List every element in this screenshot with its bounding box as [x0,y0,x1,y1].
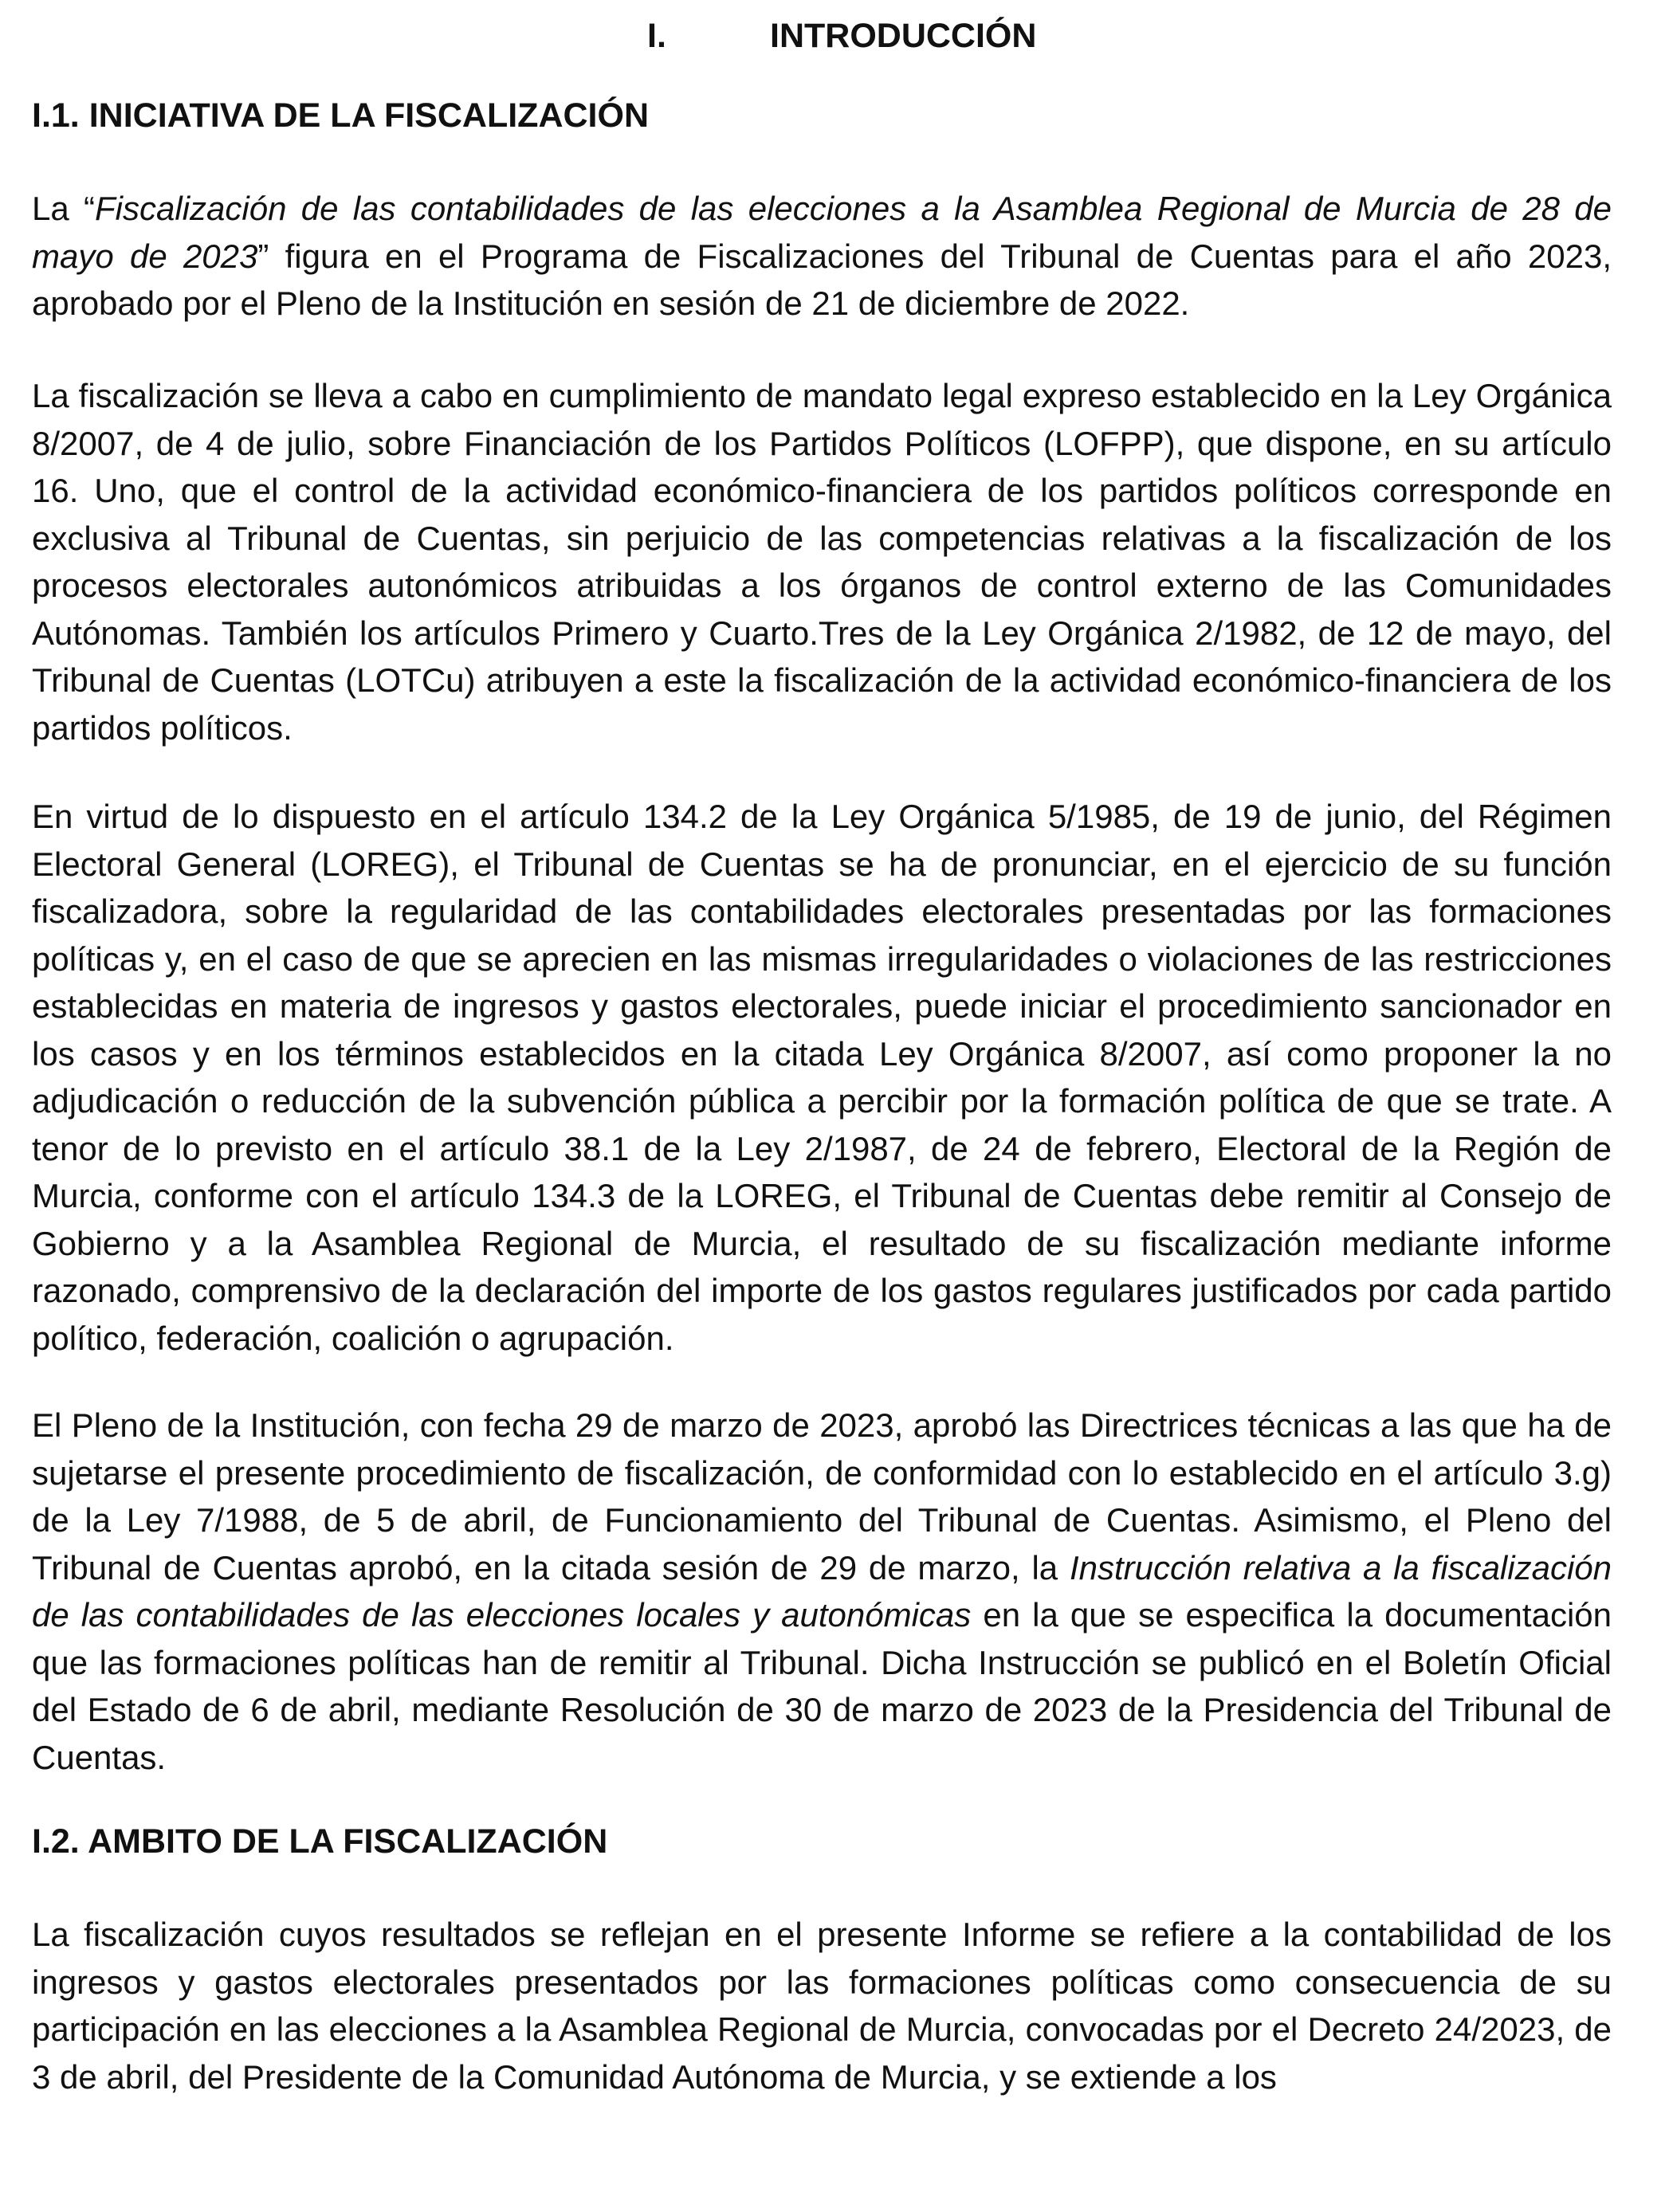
paragraph-programa-start: La “ [32,190,96,227]
paragraph-mandato-legal: La fiscalización se lleva a cabo en cumplimiento de mandato legal expreso establecido en la Ley Orgánica 8/2007, de 4 de julio, sobre Financiación de los Partidos Políticos (LOFPP), que dispone, en su artículo 16. Uno, que el control de la actividad económico-financiera de los partidos políticos corresponde en exclusiva al Tribunal de Cuentas, sin perjuicio de las competencias relativas a la fiscalización de los procesos electorales autonómicos atribuidas a los órganos de control externo de las Comunidades Autónomas. También los artículos Primero y Cuarto.Tres de la Ley Orgánica 2/1982, de 12 de mayo, del Tribunal de Cuentas (LOTCu) atribuyen a este la fiscalización de la actividad económico-financiera de los partidos políticos. [32,377,1612,747]
paragraph-programa-end: ” figura en el Programa de Fiscalizaciones del Tribunal de Cuentas para el año 2023, aprobado por el Pleno de la Institución en sesión de 21 de diciembre de 2022. [32,237,1612,322]
section-heading-ambito: I.2. AMBITO DE LA FISCALIZACIÓN [32,1822,608,1861]
section-heading-iniciativa: I.1. INICIATIVA DE LA FISCALIZACIÓN [32,96,649,135]
report-title-italic: Fiscalización de las contabilidades de las elecciones a la Asamblea Regional de Murcia de 28 de mayo de 2023 [32,190,1612,275]
paragraph-directrices [32,1402,1612,1781]
instruccion-title-italic: Instrucción relativa a la fiscalización de las contabilidades de las elecciones locales y autonómicas [32,1548,1612,1634]
chapter-heading [32,16,1612,56]
paragraph-ambito: La fiscalización cuyos resultados se reflejan en el presente Informe se refiere a la contabilidad de los ingresos y gastos electorales presentados por las formaciones políticas como consecuencia de su participación en las elecciones a la Asamblea Regional de Murcia, convocadas por el Decreto 24/2023, de 3 de abril, del Presidente de la Comunidad Autónoma de Murcia, y se extiende a los [32,1916,1612,2096]
paragraph-programa [32,185,1612,327]
chapter-number: I. [647,17,666,55]
paragraph-directrices-start: El Pleno de la Institución, con fecha 29 de marzo de 2023, aprobó las Directrices técnicas a las que ha de sujetarse el presente procedimiento de fiscalización, de conformidad con lo establecido en el artículo 3.g) de la Ley 7/1988, de 5 de abril, de Funcionamiento del Tribunal de Cuentas. Asimismo, el Pleno del Tribunal de Cuentas aprobó, en la citada sesión de 29 de marzo, la [32,1406,1612,1586]
chapter-title: INTRODUCCIÓN [770,17,1037,55]
paragraph-directrices-end: en la que se especifica la documentación que las formaciones políticas han de remitir al Tribunal. Dicha Instrucción se publicó en el Boletín Oficial del Estado de 6 de abril, mediante Resolución de 30 de marzo de 2023 de la Presidencia del Tribunal de Cuentas. [32,1596,1612,1776]
paragraph-loreg: En virtud de lo dispuesto en el artículo 134.2 de la Ley Orgánica 5/1985, de 19 de junio, del Régimen Electoral General (LOREG), el Tribunal de Cuentas se ha de pronunciar, en el ejercicio de su función fiscalizadora, sobre la regularidad de las contabilidades electorales presentadas por las formaciones políticas y, en el caso de que se aprecien en las mismas irregularidades o violaciones de las restricciones establecidas en materia de ingresos y gastos electorales, puede iniciar el procedimiento sancionador en los casos y en los términos establecidos en la citada Ley Orgánica 8/2007, así como proponer la no adjudicación o reducción de la subvención pública a percibir por la formación política de que se trate. A tenor de lo previsto en el artículo 38.1 de la Ley 2/1987, de 24 de febrero, Electoral de la Región de Murcia, conforme con el artículo 134.3 de la LOREG, el Tribunal de Cuentas debe remitir al Consejo de Gobierno y a la Asamblea Regional de Murcia, el resultado de su fiscalización mediante informe razonado, comprensivo de la declaración del importe de los gastos regulares justificados por cada partido político, federación, coalición o agrupación. [32,798,1612,1357]
